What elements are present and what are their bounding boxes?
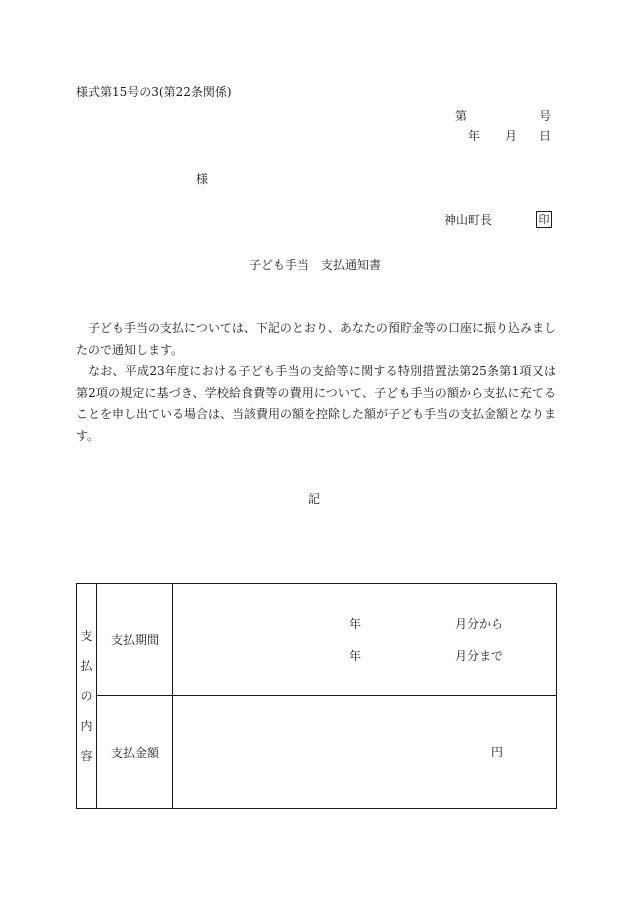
- body-paragraph-1: 子ども手当の支払については、下記のとおり、あなたの預貯金等の口座に振り込みましたので通知します。: [76, 321, 556, 357]
- date-year: 年: [468, 129, 481, 143]
- amount-unit: 円: [491, 745, 504, 759]
- addressee-suffix: 様: [196, 172, 209, 186]
- period-from-year: 年: [349, 617, 362, 631]
- document-title: 子ども手当 支払通知書: [249, 258, 382, 272]
- date-day: 日: [539, 129, 552, 143]
- body-paragraph-2: なお、平成23年度における子ども手当の支給等に関する特別措置法第25条第1項又は第2項の規定に基づき、学校給食費等の費用について、子ども手当の額から支払に充てることを申し出ている場合は、当該費用の額を控除した額が子ども手当の支払金額となります。: [76, 364, 557, 443]
- category-cell: [77, 584, 97, 809]
- category-char: 内: [80, 719, 93, 733]
- seal-stamp: 印: [536, 211, 552, 228]
- doc-no-prefix: 第: [455, 109, 468, 123]
- payment-amount-row: [77, 696, 557, 809]
- category-char: 払: [80, 659, 93, 673]
- period-value-cell: [173, 584, 557, 696]
- period-from-month: 月分から: [455, 617, 504, 631]
- amount-value-cell: [173, 696, 557, 809]
- form-number: 様式第15号の3(第22条関係): [76, 85, 232, 99]
- period-label: 支払期間: [97, 584, 173, 696]
- body-text: [76, 318, 556, 447]
- issuer-name: 神山町長: [444, 213, 493, 227]
- amount-label: 支払金額: [97, 696, 173, 809]
- period-to-year: 年: [349, 649, 362, 663]
- payment-table: [76, 583, 557, 809]
- category-char: 容: [80, 749, 93, 763]
- payment-period-row: [77, 584, 557, 696]
- category-char: 支: [80, 629, 93, 643]
- category-char: の: [80, 689, 93, 703]
- period-to-month: 月分まで: [455, 649, 504, 663]
- date-month: 月: [505, 129, 518, 143]
- doc-no-suffix: 号: [539, 109, 552, 123]
- ki-heading: 記: [308, 492, 321, 506]
